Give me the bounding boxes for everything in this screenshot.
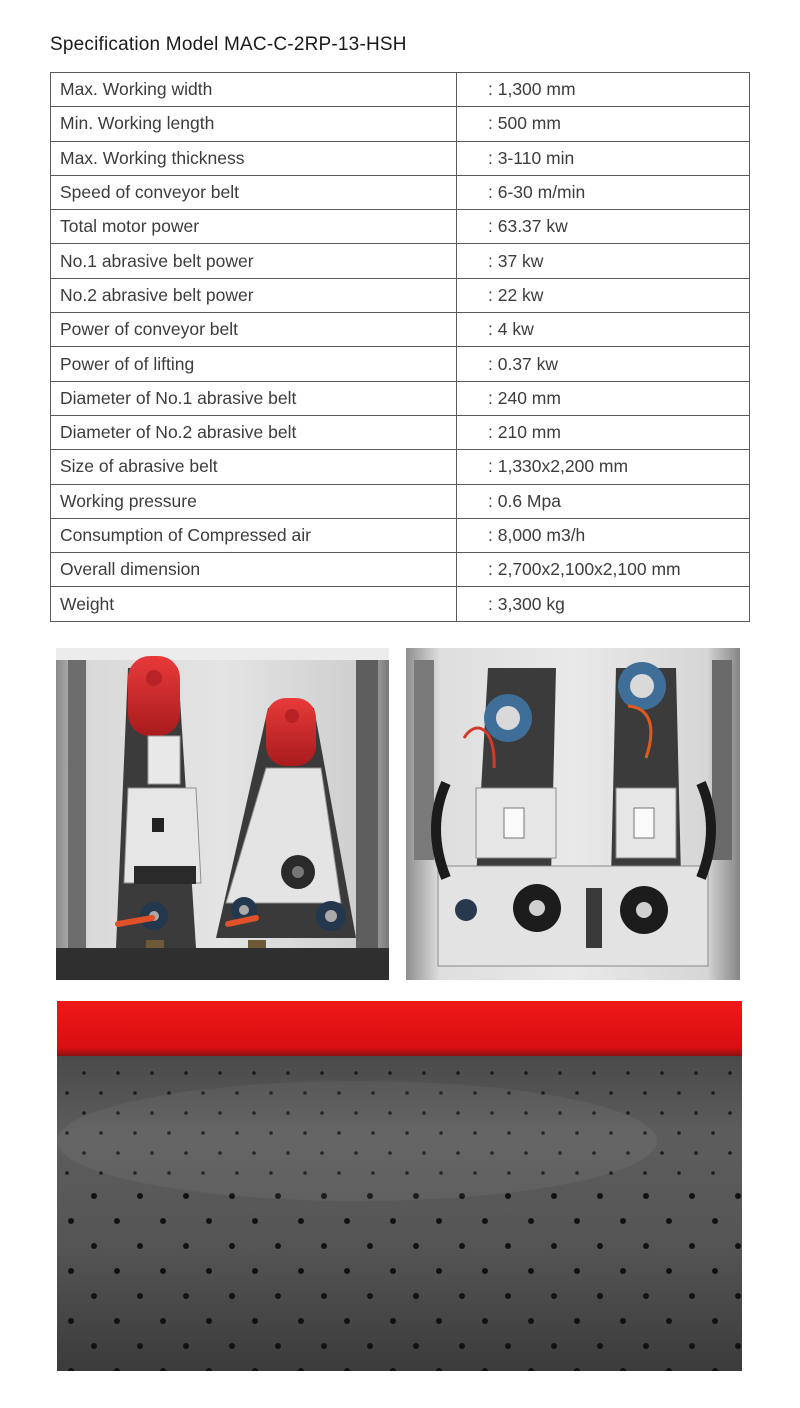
table-row — [51, 415, 750, 449]
table-row — [51, 347, 750, 381]
table-row — [51, 484, 750, 518]
spec-value: : 0.37 kw — [457, 347, 750, 381]
table-row — [51, 175, 750, 209]
spec-label: Power of conveyor belt — [51, 313, 457, 347]
spec-label: Consumption of Compressed air — [51, 518, 457, 552]
table-row — [51, 313, 750, 347]
spec-label: Speed of conveyor belt — [51, 175, 457, 209]
machine-front-photo — [56, 648, 389, 980]
spec-value: : 0.6 Mpa — [457, 484, 750, 518]
table-row — [51, 244, 750, 278]
spec-value: : 22 kw — [457, 278, 750, 312]
spec-label: Max. Working thickness — [51, 141, 457, 175]
machine-rear-photo — [406, 648, 740, 980]
specification-table — [50, 72, 750, 622]
table-row — [51, 73, 750, 107]
spec-label: Total motor power — [51, 210, 457, 244]
table-row — [51, 107, 750, 141]
spec-label: Diameter of No.1 abrasive belt — [51, 381, 457, 415]
spec-value: : 8,000 m3/h — [457, 518, 750, 552]
spec-label: Max. Working width — [51, 73, 457, 107]
table-row — [51, 553, 750, 587]
spec-value: : 4 kw — [457, 313, 750, 347]
spec-value: : 1,300 mm — [457, 73, 750, 107]
spec-value: : 1,330x2,200 mm — [457, 450, 750, 484]
spec-value: : 3,300 kg — [457, 587, 750, 621]
table-row — [51, 587, 750, 621]
spec-label: Power of of lifting — [51, 347, 457, 381]
spec-label: Diameter of No.2 abrasive belt — [51, 415, 457, 449]
table-row — [51, 450, 750, 484]
spec-label: Overall dimension — [51, 553, 457, 587]
table-row — [51, 518, 750, 552]
spec-value: : 3-110 min — [457, 141, 750, 175]
spec-label: Size of abrasive belt — [51, 450, 457, 484]
table-row — [51, 210, 750, 244]
spec-value: : 210 mm — [457, 415, 750, 449]
spec-label: Weight — [51, 587, 457, 621]
table-row — [51, 141, 750, 175]
spec-value: : 6-30 m/min — [457, 175, 750, 209]
spec-value: : 240 mm — [457, 381, 750, 415]
spec-label: Min. Working length — [51, 107, 457, 141]
spec-label: No.2 abrasive belt power — [51, 278, 457, 312]
table-row — [51, 381, 750, 415]
spec-value: : 2,700x2,100x2,100 mm — [457, 553, 750, 587]
spec-value: : 63.37 kw — [457, 210, 750, 244]
spec-value: : 500 mm — [457, 107, 750, 141]
spec-label: Working pressure — [51, 484, 457, 518]
spec-label: No.1 abrasive belt power — [51, 244, 457, 278]
table-row — [51, 278, 750, 312]
page-title: Specification Model MAC-C-2RP-13-HSH — [50, 34, 407, 55]
spec-value: : 37 kw — [457, 244, 750, 278]
conveyor-belt-photo — [57, 1001, 742, 1371]
